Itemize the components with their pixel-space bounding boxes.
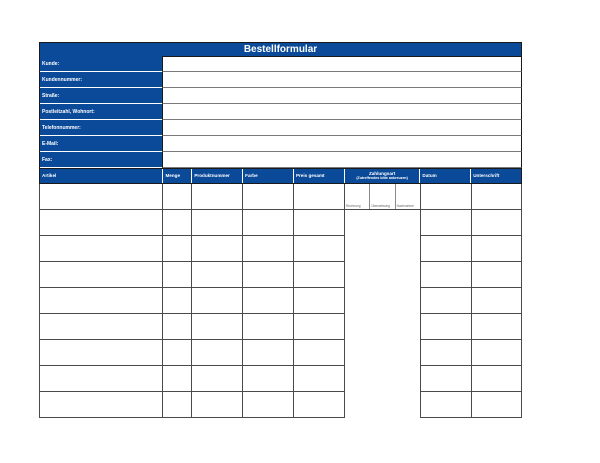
table-row <box>39 340 522 366</box>
cell-farbe[interactable] <box>243 184 294 210</box>
cell-artikel[interactable] <box>39 236 163 262</box>
cell-unterschrift[interactable] <box>472 210 522 236</box>
cell-produktnummer[interactable] <box>192 314 243 340</box>
cell-produktnummer[interactable] <box>192 236 243 262</box>
cell-zahlungsart <box>345 366 421 392</box>
table-row <box>39 210 522 236</box>
col-header-artikel: Artikel <box>40 169 163 183</box>
cell-preis[interactable] <box>294 236 345 262</box>
table-row <box>39 288 522 314</box>
cell-menge[interactable] <box>163 184 192 210</box>
cell-preis[interactable] <box>294 392 345 418</box>
customer-label: Straße: <box>40 88 162 104</box>
cell-zahlungsart <box>345 236 421 262</box>
cell-artikel[interactable] <box>39 392 163 418</box>
cell-farbe[interactable] <box>243 340 294 366</box>
customer-row-strasse <box>39 88 522 104</box>
cell-datum[interactable] <box>421 236 472 262</box>
cell-datum[interactable] <box>421 184 472 210</box>
table-row <box>39 392 522 418</box>
customer-row-telefon <box>39 120 522 136</box>
cell-datum[interactable] <box>421 262 472 288</box>
cell-artikel[interactable] <box>39 340 163 366</box>
cell-menge[interactable] <box>163 314 192 340</box>
table-row <box>39 262 522 288</box>
cell-zahlungsart <box>345 184 421 210</box>
customer-label: Telefonnummer: <box>40 120 162 136</box>
cell-zahlungsart <box>345 340 421 366</box>
cell-preis[interactable] <box>294 288 345 314</box>
customer-row-fax <box>39 152 522 168</box>
cell-unterschrift[interactable] <box>472 314 522 340</box>
cell-zahlungsart <box>345 288 421 314</box>
cell-datum[interactable] <box>421 210 472 236</box>
cell-artikel[interactable] <box>39 314 163 340</box>
col-header-produktnummer: Produktnummer <box>192 169 243 183</box>
cell-unterschrift[interactable] <box>472 366 522 392</box>
customer-field-email[interactable] <box>162 136 522 152</box>
payment-option-checkbox[interactable] <box>370 184 395 209</box>
cell-menge[interactable] <box>163 392 192 418</box>
cell-unterschrift[interactable] <box>472 262 522 288</box>
cell-artikel[interactable] <box>39 262 163 288</box>
cell-preis[interactable] <box>294 262 345 288</box>
customer-field-kundennummer[interactable] <box>162 72 522 88</box>
col-header-preis: Preis gesamt <box>294 169 345 183</box>
payment-option-label: Rechnung <box>346 204 361 208</box>
cell-preis[interactable] <box>294 210 345 236</box>
customer-row-kunde <box>39 56 522 72</box>
cell-menge[interactable] <box>163 262 192 288</box>
customer-field-plz-wohnort[interactable] <box>162 104 522 120</box>
cell-farbe[interactable] <box>243 210 294 236</box>
customer-field-telefon[interactable] <box>162 120 522 136</box>
table-header <box>39 168 522 184</box>
cell-preis[interactable] <box>294 366 345 392</box>
cell-datum[interactable] <box>421 392 472 418</box>
customer-label: Fax: <box>40 152 162 168</box>
cell-preis[interactable] <box>294 314 345 340</box>
payment-option-label: Überweisung <box>371 204 390 208</box>
cell-datum[interactable] <box>421 314 472 340</box>
cell-produktnummer[interactable] <box>192 210 243 236</box>
table-row <box>39 366 522 392</box>
cell-zahlungsart <box>345 392 421 418</box>
col-header-menge: Menge <box>163 169 192 183</box>
customer-field-strasse[interactable] <box>162 88 522 104</box>
form-title: Bestellformular <box>39 42 522 56</box>
payment-option-label: Nachnahme <box>396 204 414 208</box>
cell-farbe[interactable] <box>243 366 294 392</box>
customer-field-fax[interactable] <box>162 152 522 168</box>
cell-unterschrift[interactable] <box>472 236 522 262</box>
customer-row-email <box>39 136 522 152</box>
payment-option-checkbox[interactable] <box>345 184 370 209</box>
cell-artikel[interactable] <box>39 184 163 210</box>
cell-artikel[interactable] <box>39 210 163 236</box>
customer-row-plz-wohnort <box>39 104 522 120</box>
cell-farbe[interactable] <box>243 392 294 418</box>
cell-artikel[interactable] <box>39 366 163 392</box>
order-table-body <box>39 184 522 418</box>
cell-datum[interactable] <box>421 288 472 314</box>
cell-unterschrift[interactable] <box>472 392 522 418</box>
cell-datum[interactable] <box>421 340 472 366</box>
cell-produktnummer[interactable] <box>192 366 243 392</box>
cell-farbe[interactable] <box>243 236 294 262</box>
col-header-zahlungsart <box>345 169 421 183</box>
cell-unterschrift[interactable] <box>472 288 522 314</box>
cell-menge[interactable] <box>163 366 192 392</box>
cell-menge[interactable] <box>163 340 192 366</box>
payment-option-checkbox[interactable] <box>396 184 420 209</box>
customer-row-kundennummer <box>39 72 522 88</box>
zahlungsart-title: Zahlungsart <box>368 171 396 176</box>
zahlungsart-hint: (Zutreffendes bitte ankreuzen) <box>356 176 408 180</box>
order-form <box>39 42 522 418</box>
cell-produktnummer[interactable] <box>192 262 243 288</box>
customer-label: Kunde: <box>40 56 162 72</box>
cell-menge[interactable] <box>163 236 192 262</box>
cell-farbe[interactable] <box>243 314 294 340</box>
cell-zahlungsart <box>345 262 421 288</box>
col-header-datum: Datum <box>420 169 471 183</box>
cell-artikel[interactable] <box>39 288 163 314</box>
cell-zahlungsart <box>345 210 421 236</box>
table-row <box>39 314 522 340</box>
col-header-unterschrift: Unterschrift <box>473 173 500 178</box>
cell-menge[interactable] <box>163 210 192 236</box>
customer-section <box>39 56 522 168</box>
customer-label: Postleitzahl, Wohnort: <box>40 104 162 120</box>
payment-options <box>345 184 420 209</box>
table-row <box>39 236 522 262</box>
customer-label: E-Mail: <box>40 136 162 152</box>
cell-preis[interactable] <box>294 340 345 366</box>
customer-label: Kundennummer: <box>40 72 162 88</box>
cell-produktnummer[interactable] <box>192 184 243 210</box>
col-header-farbe: Farbe <box>243 169 294 183</box>
cell-datum[interactable] <box>421 366 472 392</box>
cell-produktnummer[interactable] <box>192 340 243 366</box>
cell-menge[interactable] <box>163 288 192 314</box>
cell-unterschrift[interactable] <box>472 184 522 210</box>
table-row <box>39 184 522 210</box>
cell-produktnummer[interactable] <box>192 288 243 314</box>
cell-farbe[interactable] <box>243 288 294 314</box>
cell-zahlungsart <box>345 314 421 340</box>
cell-preis[interactable] <box>294 184 345 210</box>
cell-produktnummer[interactable] <box>192 392 243 418</box>
customer-field-kunde[interactable] <box>162 56 522 72</box>
cell-unterschrift[interactable] <box>472 340 522 366</box>
cell-farbe[interactable] <box>243 262 294 288</box>
